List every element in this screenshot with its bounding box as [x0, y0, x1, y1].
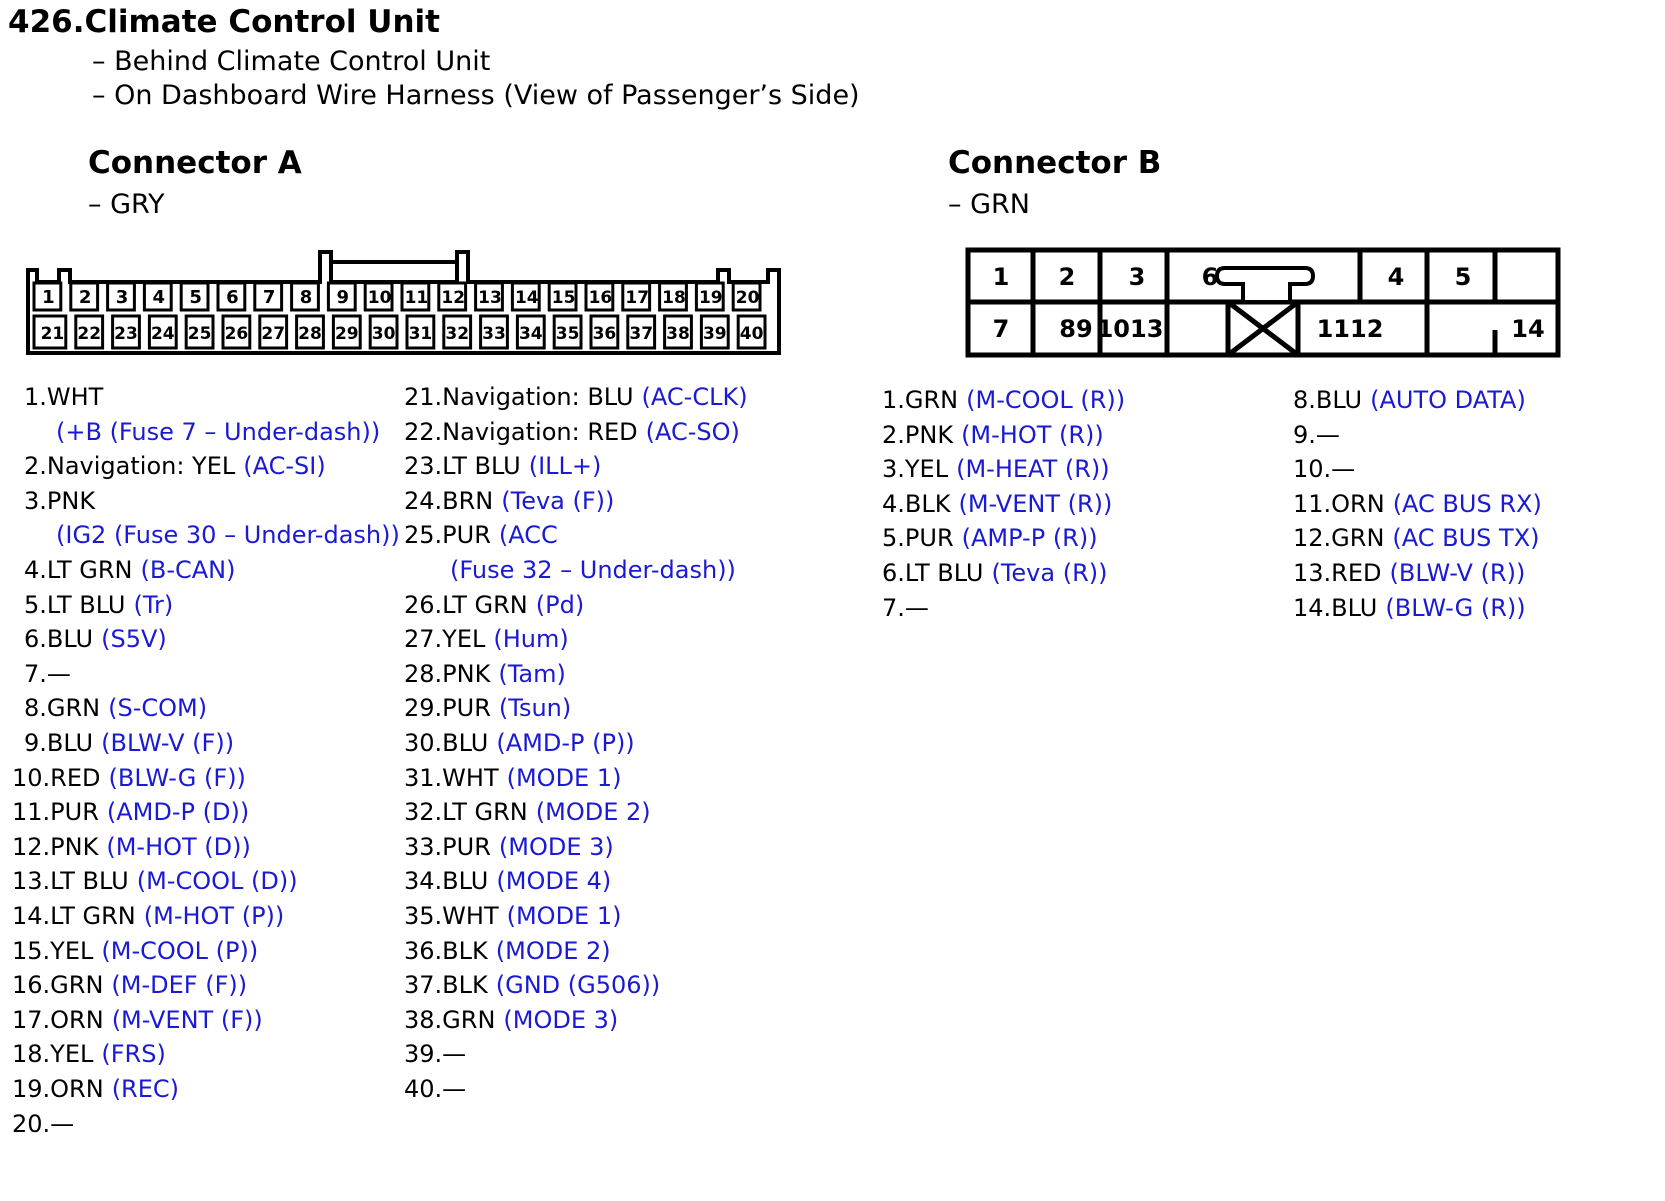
pin-wire-color: 34.BLU	[404, 867, 489, 896]
pin-wire-color: 4.BLK	[882, 489, 951, 518]
pin-wire-color: 36.BLK	[404, 936, 488, 965]
pin-1	[882, 388, 1125, 412]
pin-function: (M-HOT (D))	[106, 832, 251, 861]
pin-wire-color: 30.BLU	[404, 729, 489, 757]
pin-38	[404, 1005, 619, 1034]
pin-wire-color: 31.WHT	[404, 763, 499, 792]
pin-wire-color: 9.—	[1293, 420, 1340, 449]
pin-wire-color: 10.—	[1293, 455, 1356, 484]
connector-b-cavity-5: 5	[1454, 263, 1472, 291]
pin-4	[24, 558, 235, 582]
pin-35	[404, 904, 621, 928]
pin-37	[404, 971, 661, 1000]
pin-24	[404, 486, 615, 515]
pin-7	[24, 659, 71, 688]
connector-a-cavity-3: 3	[115, 287, 129, 308]
pin-wire-color: 33.PUR	[404, 832, 491, 861]
connector-b-cavity-14: 14	[1511, 315, 1545, 343]
pin-function: (AC-SO)	[645, 417, 740, 446]
pin-31	[404, 763, 622, 792]
connector-a-cavity-39: 39	[702, 324, 727, 344]
connector-a-cavity-34: 34	[518, 324, 543, 344]
pin-19	[12, 1077, 179, 1101]
pin-function: (MODE 1)	[506, 763, 622, 792]
pin-function: (BLW-V (R))	[1389, 559, 1526, 587]
pin-function: (M-COOL (P))	[101, 936, 259, 965]
pin-function: (Pd)	[535, 590, 585, 619]
pin-wire-color: 16.GRN	[12, 971, 104, 1000]
pin-25	[404, 521, 558, 550]
pin-function: (Tr)	[133, 590, 174, 619]
pin-8	[24, 694, 208, 723]
connector-a-cavity-30: 30	[371, 324, 396, 344]
connector-a-cavity-7: 7	[262, 287, 276, 308]
pin-wire-color: 29.PUR	[404, 694, 491, 723]
pin-10	[1293, 455, 1356, 484]
pin-function: (S-COM)	[108, 694, 208, 723]
pin-function: (M-COOL (R))	[966, 386, 1126, 414]
connector-a-cavity-5: 5	[189, 287, 202, 308]
connector-a-cavity-2: 2	[78, 287, 92, 308]
pin-wire-color: 9.BLU	[24, 729, 94, 757]
pin-function: (AC-CLK)	[641, 383, 748, 411]
pin-wire-color: 27.YEL	[404, 625, 486, 654]
pin-wire-color: 11.PUR	[12, 798, 99, 827]
pin-3	[882, 455, 1110, 484]
pin-18	[12, 1040, 166, 1069]
pin-wire-color: 40.—	[404, 1075, 467, 1103]
connector-a-cavity-10: 10	[367, 288, 392, 308]
pin-wire-color: 4.LT GRN	[24, 556, 133, 584]
connector-a-cavity-8: 8	[299, 287, 313, 308]
connector-a-diagram	[0, 0, 800, 370]
pin-9	[24, 731, 234, 755]
connector-b-cavity-1: 1	[992, 263, 1010, 291]
pin-2	[882, 420, 1104, 449]
pin-16	[12, 971, 248, 1000]
pin-function: (M-HEAT (R))	[956, 455, 1110, 484]
connector-a-cavity-36: 36	[592, 324, 617, 344]
pin-function: (MODE 2)	[535, 798, 651, 827]
connector-a-cavity-4: 4	[152, 287, 166, 308]
pin-wire-color: 1.GRN	[882, 386, 959, 414]
pin-wire-color: 32.LT GRN	[404, 798, 528, 827]
connector-a-cavity-32: 32	[445, 324, 470, 344]
connector-a-cavity-22: 22	[77, 324, 102, 344]
pin-4	[882, 489, 1113, 518]
pin-function: (AC BUS TX)	[1392, 524, 1540, 553]
connector-a-cavity-40: 40	[739, 324, 764, 344]
connector-b-cavity-1013: 1013	[1096, 315, 1164, 343]
pin-7	[882, 593, 929, 622]
pin-36	[404, 936, 611, 965]
pin-function: (ACC	[498, 521, 558, 550]
pin-function: (Teva (R))	[991, 559, 1108, 587]
pin-function: (AMD-P (D))	[106, 798, 250, 827]
pin-wire-color: 6.LT BLU	[882, 559, 984, 587]
pin-function: (FRS)	[101, 1040, 166, 1069]
pin-function: (Tam)	[498, 659, 566, 688]
connector-b-cavity-4: 4	[1387, 263, 1405, 291]
location-line-2: – On Dashboard Wire Harness (View of Passenger’s Side)	[92, 80, 860, 111]
pin-wire-color: 3.PNK	[24, 486, 96, 515]
pin-6	[24, 625, 167, 654]
pin-26	[404, 590, 585, 619]
pin-wire-color: 8.GRN	[24, 694, 101, 723]
pin-wire-color: 14.BLU	[1293, 593, 1378, 622]
pin-function-cont: (+B (Fuse 7 – Under-dash))	[56, 417, 381, 446]
pin-wire-color: 39.—	[404, 1040, 467, 1069]
connector-a-cavity-27: 27	[261, 324, 286, 344]
pin-10	[12, 763, 246, 792]
connector-a-cavity-21: 21	[40, 324, 65, 344]
pin-wire-color: 5.PUR	[882, 524, 954, 553]
pin-function: (Tsun)	[498, 694, 572, 723]
pin-12	[1293, 524, 1540, 553]
pin-wire-color: 11.ORN	[1293, 489, 1385, 518]
pin-function: (GND (G506))	[495, 971, 661, 1000]
location-line-1: – Behind Climate Control Unit	[92, 46, 491, 77]
pin-wire-color: 20.—	[12, 1109, 75, 1138]
connector-a-cavity-24: 24	[150, 324, 175, 344]
connector-a-cavity-37: 37	[629, 324, 654, 344]
connector-b-title: Connector B	[948, 145, 1162, 181]
connector-a-cavity-1: 1	[42, 287, 55, 308]
pin-wire-color: 21.Navigation: BLU	[404, 383, 634, 411]
connector-a-cavity-6: 6	[226, 287, 239, 308]
pin-9	[1293, 420, 1340, 449]
pin-wire-color: 10.RED	[12, 763, 101, 792]
connector-a-cavity-31: 31	[408, 324, 433, 344]
pin-32	[404, 798, 651, 827]
pin-function: (AC-SI)	[243, 452, 326, 481]
pin-wire-color: 12.PNK	[12, 832, 99, 861]
pin-function: (AMP-P (R))	[961, 524, 1098, 553]
connector-a-cavity-19: 19	[698, 288, 723, 308]
pin-14	[12, 904, 284, 928]
pin-wire-color: 2.Navigation: YEL	[24, 452, 236, 481]
connector-a-cavity-26: 26	[224, 324, 249, 344]
pin-function: (M-DEF (F))	[111, 971, 248, 1000]
pin-wire-color: 5.LT BLU	[24, 590, 126, 619]
pin-wire-color: 24.BRN	[404, 486, 494, 515]
page-title: 426.Climate Control Unit	[8, 4, 440, 40]
connector-a-cavity-23: 23	[114, 324, 138, 344]
connector-a-cavity-11: 11	[404, 288, 429, 308]
pin-34	[404, 867, 612, 896]
pin-wire-color: 1.WHT	[24, 383, 104, 411]
pin-40	[404, 1077, 466, 1101]
connector-a-cavity-38: 38	[666, 324, 690, 344]
pin-30	[404, 731, 635, 755]
connector-a-cavity-25: 25	[187, 324, 212, 344]
pin-wire-color: 8.BLU	[1293, 386, 1363, 414]
pin-function: (Hum)	[493, 625, 569, 654]
pin-8	[1293, 388, 1526, 412]
connector-b-cavity-89: 89	[1059, 315, 1093, 343]
connector-a-cavity-17: 17	[625, 288, 650, 308]
connector-a-cavity-16: 16	[588, 288, 613, 308]
connector-a-cavity-33: 33	[482, 324, 506, 344]
pin-2	[24, 452, 326, 481]
pin-function: (BLW-G (F))	[108, 763, 246, 792]
pin-11	[1293, 489, 1542, 518]
pin-22	[404, 417, 740, 446]
pin-wire-color: 14.LT GRN	[12, 902, 136, 930]
connector-b-color: – GRN	[948, 189, 1030, 220]
pin-20	[12, 1109, 75, 1138]
pin-15	[12, 936, 259, 965]
pin-function-cont: (IG2 (Fuse 30 – Under-dash))	[56, 521, 400, 550]
pin-29	[404, 694, 572, 723]
pin-wire-color: 2.PNK	[882, 420, 954, 449]
pin-33	[404, 832, 614, 861]
pin-function: (MODE 2)	[495, 936, 611, 965]
pin-wire-color: 3.YEL	[882, 455, 949, 484]
connector-b-cavity-7: 7	[992, 315, 1010, 343]
connector-a-cavity-14: 14	[514, 288, 539, 308]
pin-39	[404, 1040, 467, 1069]
pin-function-cont: (Fuse 32 – Under-dash))	[450, 556, 736, 584]
pin-wire-color: 28.PNK	[404, 659, 491, 688]
pin-wire-color: 37.BLK	[404, 971, 488, 1000]
pin-wire-color: 15.YEL	[12, 936, 94, 965]
pin-wire-color: 19.ORN	[12, 1075, 104, 1103]
pin-function: (ILL+)	[528, 452, 602, 481]
pin-27	[404, 625, 569, 654]
pin-function: (REC)	[111, 1075, 180, 1103]
connector-a-cavity-15: 15	[551, 288, 576, 308]
pin-12	[12, 832, 251, 861]
connector-a-cavity-28: 28	[298, 324, 322, 344]
pin-6	[882, 561, 1107, 585]
pin-3	[24, 486, 96, 515]
pin-14	[1293, 593, 1526, 622]
connector-b-cavity-6: 6	[1201, 263, 1219, 291]
pin-function: (S5V)	[101, 625, 167, 654]
pin-21	[404, 385, 748, 409]
connector-a-cavity-9: 9	[336, 287, 350, 308]
pin-wire-color: 7.—	[882, 593, 929, 622]
connector-a-title: Connector A	[88, 145, 302, 181]
pin-function: (M-VENT (F))	[111, 1005, 263, 1034]
connector-a-color: – GRY	[88, 189, 165, 220]
connector-a-cavity-35: 35	[555, 324, 580, 344]
pin-function: (AMD-P (P))	[496, 729, 635, 757]
connector-b-cavity-2: 2	[1058, 263, 1076, 291]
connector-a-cavity-18: 18	[662, 288, 686, 308]
connector-b-cavity-3: 3	[1128, 263, 1146, 291]
pin-28	[404, 659, 566, 688]
pin-function: (MODE 4)	[496, 867, 612, 896]
pin-wire-color: 22.Navigation: RED	[404, 417, 638, 446]
pin-11	[12, 798, 250, 827]
pin-wire-color: 18.YEL	[12, 1040, 94, 1069]
connector-a-cavity-13: 13	[478, 288, 502, 308]
pin-function: (Teva (F))	[501, 486, 615, 515]
pin-function: (B-CAN)	[140, 556, 236, 584]
connector-a-cavity-29: 29	[334, 324, 359, 344]
pin-13	[1293, 561, 1525, 585]
connector-b-diagram	[960, 240, 1565, 365]
pin-5	[882, 524, 1098, 553]
pin-function: (BLW-V (F))	[101, 729, 235, 757]
pin-13	[12, 867, 298, 896]
pin-function: (AUTO DATA)	[1370, 386, 1526, 414]
pin-wire-color: 7.—	[24, 659, 71, 688]
pin-function: (MODE 3)	[503, 1005, 619, 1034]
pin-function: (MODE 3)	[498, 832, 614, 861]
pin-wire-color: 12.GRN	[1293, 524, 1385, 553]
pin-wire-color: 17.ORN	[12, 1005, 104, 1034]
connector-a-cavity-20: 20	[735, 288, 760, 308]
connector-a-cavity-12: 12	[441, 288, 466, 308]
pin-wire-color: 6.BLU	[24, 625, 94, 654]
connector-b-cavity-1112: 1112	[1316, 315, 1384, 343]
pin-function: (AC BUS RX)	[1392, 489, 1542, 518]
pin-wire-color: 35.WHT	[404, 902, 499, 930]
pin-5	[24, 590, 174, 619]
pin-function: (M-HOT (P))	[143, 902, 285, 930]
pin-wire-color: 23.LT BLU	[404, 452, 521, 481]
pin-function: (MODE 1)	[506, 902, 622, 930]
pin-wire-color: 13.RED	[1293, 559, 1382, 587]
pin-wire-color: 13.LT BLU	[12, 867, 129, 896]
pin-function: (M-HOT (R))	[961, 420, 1104, 449]
pin-23	[404, 452, 602, 481]
pin-17	[12, 1005, 263, 1034]
pin-wire-color: 26.LT GRN	[404, 590, 528, 619]
pin-wire-color: 25.PUR	[404, 521, 491, 550]
pin-wire-color: 38.GRN	[404, 1005, 496, 1034]
pin-function: (M-VENT (R))	[958, 489, 1113, 518]
pin-function: (BLW-G (R))	[1385, 593, 1526, 622]
pin-function: (M-COOL (D))	[136, 867, 298, 896]
pin-1	[24, 385, 103, 409]
